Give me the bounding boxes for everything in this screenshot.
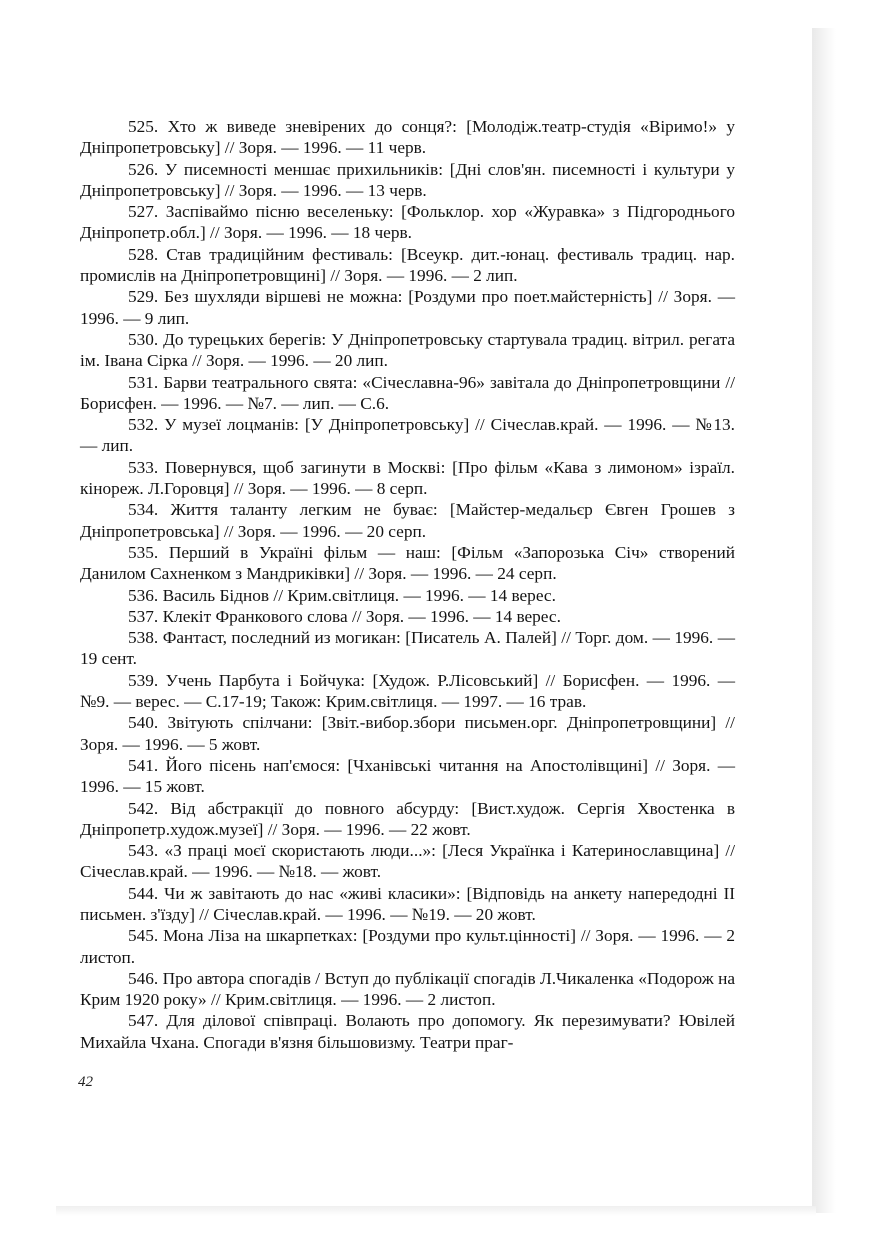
bibliography-entry-547: 547. Для ділової співпраці. Волають про допомогу. Як перезимувати? Ювілей Михайла Чхана. Спогади в'язня більшовизму. Театри праг- [80,1011,735,1052]
bibliography-entry-543: 543. «З праці моєї скористають люди...»: [Леся Українка і Катеринославщина] // Січеслав.край. — 1996. — №18. — жовт. [80,841,735,882]
bibliography-entry-538: 538. Фантаст, последний из могикан: [Писатель А. Палей] // Торг. дом. — 1996. — 19 сент. [80,628,735,669]
bibliography-entry-531: 531. Барви театрального свята: «Січеславна-96» завітала до Дніпропетровщини // Борисфен. — 1996. — №7. — лип. — С.6. [80,372,735,413]
bibliography-entry-530: 530. До турецьких берегів: У Дніпропетровську стартувала традиц. вітрил. регата ім. Івана Сірка // Зоря. — 1996. — 20 лип. [80,329,735,371]
bibliography-entry-527: 527. Заспіваймо пісню веселеньку: [Фольклор. хор «Журавка» з Підгороднього Дніпропетр.обл.] // Зоря. — 1996. — 18 черв. [80,202,735,243]
bibliography-entry-528: 528. Став традиційним фестиваль: [Всеукр. дит.-юнац. фестиваль традиц. нар. промислів на Дніпропетровщині] // Зоря. — 1996. — 2 лип. [80,244,735,286]
bibliography-entry-539: 539. Учень Парбута і Бойчука: [Худож. Р.Лісовський] // Борисфен. — 1996. — №9. — верес. — С.17-19; Також: Крим.світлиця. — 1997. — 16 трав. [80,670,735,712]
bibliography-entry-525: 525. Хто ж виведе зневірених до сонця?: [Молодіж.театр-студія «Віримо!» у Дніпропетровську] // Зоря. — 1996. — 11 черв. [80,117,735,158]
bibliography-entry-546: 546. Про автора спогадів / Вступ до публікації спогадів Л.Чикаленка «Подорож на Крим 1920 року» // Крим.світлиця. — 1996. — 2 листоп. [80,968,735,1010]
bibliography-entry-533: 533. Повернувся, щоб загинути в Москві: [Про фільм «Кава з лимоном» ізраїл. кінореж. Л.Горовця] // Зоря. — 1996. — 8 серп. [80,457,735,499]
bibliography-entry-545: 545. Мона Ліза на шкарпетках: [Роздуми про культ.цінності] // Зоря. — 1996. — 2 листоп. [80,926,735,967]
bibliography-entry-540: 540. Звітують спілчани: [Звіт.-вибор.збори письмен.орг. Дніпропетровщини] // Зоря. — 1996. — 5 жовт. [80,713,735,754]
bibliography-entry-536: 536. Василь Біднов // Крим.світлиця. — 1996. — 14 верес. [128,585,556,605]
bibliography-entry-529: 529. Без шухляди віршеві не можна: [Роздуми про поет.майстерність] // Зоря. — 1996. — 9 лип. [80,287,735,328]
bibliography-entry-541: 541. Його пісень нап'ємося: [Чханівські читання на Апостолівщині] // Зоря. — 1996. — 15 жовт. [80,755,735,797]
bibliography-entry-537: 537. Клекіт Франкового слова // Зоря. — 1996. — 14 верес. [128,606,561,626]
bibliography-entry-542: 542. Від абстракції до повного абсурду: [Вист.худож. Сергія Хвостенка в Дніпропетр.худож.музеї] // Зоря. — 1996. — 22 жовт. [80,798,735,839]
bibliography-entry-534: 534. Життя таланту легким не буває: [Майстер-медальєр Євген Грошев з Дніпропетровська] // Зоря. — 1996. — 20 серп. [80,500,735,541]
bibliography-list [80,116,735,1053]
page-number: 42 [78,1074,93,1090]
bibliography-entry-544: 544. Чи ж завітають до нас «живі класики»: [Відповідь на анкету напередодні ІІ письмен. з'їзду] // Січеслав.край. — 1996. — №19. — 20 жовт. [80,883,735,924]
bibliography-entry-532: 532. У музеї лоцманів: [У Дніпропетровську] // Січеслав.край. — 1996. — №13. — лип. [80,415,735,456]
page-edge-shadow [812,28,836,1213]
page-bottom-shadow [56,1206,816,1216]
bibliography-entry-526: 526. У писемності меншає прихильників: [Дні слов'ян. писемності і культури у Дніпропетровську] // Зоря. — 1996. — 13 черв. [80,159,735,200]
bibliography-entry-535: 535. Перший в Україні фільм — наш: [Фільм «Запорозька Січ» створений Данилом Сахненком з Мандриківки] // Зоря. — 1996. — 24 серп. [80,542,735,584]
